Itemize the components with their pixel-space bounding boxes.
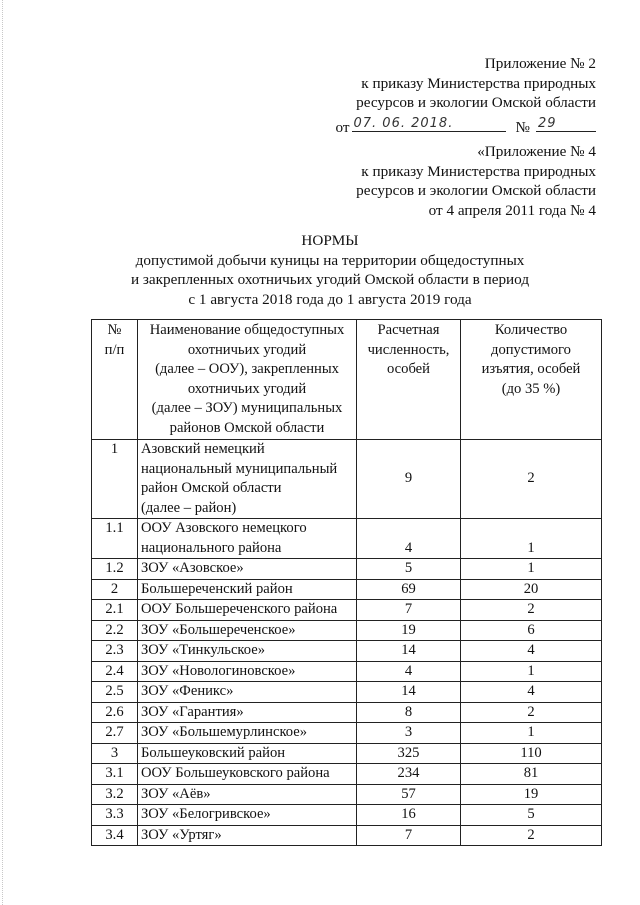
date-underline: [352, 113, 506, 132]
cell-name-line: национального района: [141, 539, 282, 556]
cell-name-line: ЗОУ «Аёв»: [141, 785, 211, 802]
cell-num: 1.1: [92, 519, 138, 559]
cell-allowed: 4: [461, 641, 602, 662]
table-row: [92, 702, 602, 723]
table-row: [92, 682, 602, 703]
cell-name-line: ЗОУ «Большемурлинское»: [141, 724, 308, 740]
header-name: [138, 320, 357, 440]
header-name-line: охотничьих угодий: [187, 341, 307, 358]
appendix-current-header: [335, 54, 596, 137]
cell-num: 2.2: [92, 620, 138, 641]
cell-name-line: Азовский немецкий: [141, 441, 265, 457]
cell-num: 3.1: [92, 764, 138, 785]
cell-num: 2.1: [92, 600, 138, 621]
table-row: [92, 764, 602, 785]
cell-name: [138, 682, 357, 703]
cell-count: 69: [357, 579, 461, 600]
cell-name: [138, 661, 357, 682]
header-count-line: Расчетная: [377, 322, 440, 338]
cell-count: 4: [357, 661, 461, 682]
table-row: [92, 641, 602, 662]
header-name-line: районов Омской области: [169, 419, 325, 436]
cell-count: 57: [357, 784, 461, 805]
handwritten-date: 07. 06. 2018.: [353, 115, 454, 131]
cell-name: [138, 702, 357, 723]
title-line2: и закрепленных охотничьих угодий Омской области в период: [130, 271, 530, 288]
cell-num: 2.4: [92, 661, 138, 682]
appendix-current-date-line: [335, 113, 596, 138]
cell-allowed: 2: [461, 702, 602, 723]
cell-name-line: Большереченский район: [141, 580, 293, 597]
appendix-current-line3: ресурсов и экологии Омской области: [356, 94, 596, 111]
cell-allowed: 1: [461, 559, 602, 580]
cell-name-line: национальный муниципальный: [141, 460, 338, 477]
cell-name-line: ООУ Большереченского района: [141, 601, 338, 617]
cell-allowed: 2: [461, 440, 602, 519]
cell-count: 4: [357, 519, 461, 559]
cell-count: 3: [357, 723, 461, 744]
table-row: [92, 784, 602, 805]
cell-name: [138, 723, 357, 744]
cell-num: 2.7: [92, 723, 138, 744]
number-label: №: [515, 118, 530, 136]
cell-count: 16: [357, 805, 461, 826]
cell-name: [138, 784, 357, 805]
header-name-line: (далее – ООУ), закрепленных: [155, 361, 339, 377]
date-prefix: от: [335, 118, 350, 136]
cell-name-line: район Омской области: [141, 480, 282, 496]
appendix-current-line1: Приложение № 2: [484, 55, 596, 72]
cell-allowed: 2: [461, 825, 602, 846]
header-num: [92, 320, 138, 440]
header-num-line: п/п: [104, 341, 125, 358]
header-name-line: Наименование общедоступных: [149, 322, 345, 338]
header-name-line: охотничьих угодий: [187, 380, 307, 397]
header-allowed-line: (до 35 %): [501, 380, 561, 397]
appendix-original-line4: от 4 апреля 2011 года № 4: [428, 201, 596, 219]
cell-allowed: 4: [461, 682, 602, 703]
cell-name: [138, 519, 357, 559]
cell-name-line: ЗОУ «Белогривское»: [141, 806, 271, 822]
title-line3: с 1 августа 2018 года до 1 августа 2019 года: [188, 290, 472, 308]
header-allowed: [461, 320, 602, 440]
appendix-original-line1: «Приложение № 4: [477, 143, 596, 160]
cell-name: [138, 764, 357, 785]
cell-allowed: 110: [461, 743, 602, 764]
cell-name-line: ЗОУ «Новологиновское»: [141, 662, 296, 679]
cell-allowed: 6: [461, 620, 602, 641]
appendix-original-line2: к приказу Министерства природных: [361, 162, 596, 180]
cell-allowed: 1: [461, 519, 602, 559]
cell-num: 3.3: [92, 805, 138, 826]
cell-name-line: ЗОУ «Азовское»: [141, 560, 244, 576]
cell-count: 14: [357, 682, 461, 703]
cell-num: 2.5: [92, 682, 138, 703]
cell-name: [138, 641, 357, 662]
cell-num: 3.2: [92, 784, 138, 805]
cell-name: [138, 600, 357, 621]
cell-count: 14: [357, 641, 461, 662]
header-allowed-line: Количество: [494, 322, 568, 338]
document-title: [0, 231, 640, 309]
cell-name-line: (далее – район): [141, 499, 237, 516]
cell-name: [138, 825, 357, 846]
cell-name: [138, 743, 357, 764]
cell-num: 1: [92, 440, 138, 519]
cell-name-line: ЗОУ «Уртяг»: [141, 826, 222, 843]
cell-count: 8: [357, 702, 461, 723]
table-row: [92, 519, 602, 559]
cell-count: 7: [357, 600, 461, 621]
table-row: [92, 440, 602, 519]
cell-allowed: 1: [461, 723, 602, 744]
table-row: [92, 559, 602, 580]
cell-allowed: 81: [461, 764, 602, 785]
cell-name: [138, 579, 357, 600]
handwritten-number: 29: [538, 115, 557, 131]
table-row: [92, 723, 602, 744]
header-count: [357, 320, 461, 440]
cell-num: 2.3: [92, 641, 138, 662]
title-line1: допустимой добычи куницы на территории общедоступных: [135, 251, 525, 269]
header-count-line: особей: [387, 361, 430, 377]
norms-table: [91, 319, 602, 846]
cell-name-line: ЗОУ «Гарантия»: [141, 703, 244, 720]
cell-name-line: ЗОУ «Феникс»: [141, 683, 234, 699]
cell-allowed: 20: [461, 579, 602, 600]
cell-count: 325: [357, 743, 461, 764]
cell-name: [138, 440, 357, 519]
appendix-current-line2: к приказу Министерства природных: [361, 74, 596, 92]
header-count-line: численность,: [367, 341, 450, 358]
cell-count: 5: [357, 559, 461, 580]
cell-name-line: ЗОУ «Тинкульское»: [141, 642, 266, 658]
cell-num: 2: [92, 579, 138, 600]
table-row: [92, 661, 602, 682]
cell-name: [138, 559, 357, 580]
cell-count: 234: [357, 764, 461, 785]
table-row: [92, 579, 602, 600]
header-num-line: №: [107, 322, 122, 338]
number-underline: [536, 113, 596, 132]
cell-name-line: ЗОУ «Большереченское»: [141, 621, 296, 638]
cell-name: [138, 620, 357, 641]
cell-num: 3.4: [92, 825, 138, 846]
cell-count: 7: [357, 825, 461, 846]
cell-allowed: 2: [461, 600, 602, 621]
title-heading: НОРМЫ: [301, 232, 359, 249]
table-row: [92, 600, 602, 621]
header-allowed-line: допустимого: [491, 341, 571, 358]
cell-name-line: ООУ Азовского немецкого: [141, 520, 307, 536]
appendix-original-line3: ресурсов и экологии Омской области: [356, 182, 596, 199]
cell-allowed: 19: [461, 784, 602, 805]
header-allowed-line: изъятия, особей: [481, 361, 581, 377]
table-row: [92, 805, 602, 826]
appendix-original-header: [356, 142, 596, 220]
header-name-line: (далее – ЗОУ) муниципальных: [151, 400, 343, 416]
cell-name-line: ООУ Большеуковского района: [141, 765, 330, 781]
cell-num: 1.2: [92, 559, 138, 580]
table-row: [92, 825, 602, 846]
cell-num: 2.6: [92, 702, 138, 723]
cell-count: 9: [357, 440, 461, 519]
cell-allowed: 5: [461, 805, 602, 826]
cell-allowed: 1: [461, 661, 602, 682]
cell-name: [138, 805, 357, 826]
cell-name-line: Большеуковский район: [141, 744, 286, 761]
table-body: [92, 440, 602, 846]
cell-num: 3: [92, 743, 138, 764]
table-header-row: [92, 320, 602, 440]
scan-edge-line: [2, 0, 4, 905]
table-row: [92, 743, 602, 764]
cell-count: 19: [357, 620, 461, 641]
table-row: [92, 620, 602, 641]
